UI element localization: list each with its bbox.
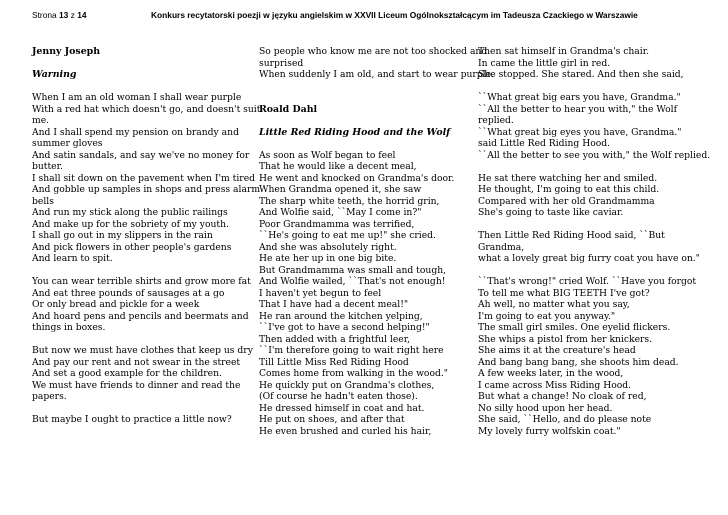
poem-line: replied. [478,115,514,126]
poem-line: ``All the better to hear you with," the Wolf [478,103,678,115]
poem-line: butter. [32,161,63,172]
poem-body [478,46,710,437]
poem-line: He quickly put on Grandma's clothes, [259,379,435,391]
poem-line: And bang bang bang, she shoots him dead. [478,356,679,368]
page-current: 13 [59,10,69,20]
poem-line: And run my stick along the public railings [32,207,228,218]
poem-line: He dressed himself in coat and hat. [259,402,425,414]
poem-line: I haven't yet begun to feel [259,287,382,299]
poem-line: And hoard pens and pencils and beermats and [32,310,249,322]
poem-line: ``That's wrong!" cried Wolf. ``Have you forgot [478,276,697,287]
poem-line: He put on shoes, and after that [259,414,405,425]
poem-line: She's going to taste like caviar. [478,207,624,218]
poem-line: Grandma, [478,241,525,253]
poem-line: To tell me what BIG TEETH I've got? [478,287,650,299]
poem-line: Till Little Miss Red Riding Hood [259,356,409,368]
poem-line: She aims it at the creature's head [478,345,636,356]
poem-line: summer gloves [32,138,103,149]
poem-line: I shall go out in my slippers in the rain [32,230,213,241]
poem-line: Poor Grandmamma was terrified, [259,218,415,230]
column-right [478,46,710,437]
poem-line: bells [32,195,54,207]
poem-line: And set a good example for the children. [32,368,222,379]
poem-line: ``What great big ears you have, Grandma." [478,92,681,103]
poem-line: ``What great big eyes you have, Grandma." [478,126,682,138]
page-header [32,10,708,24]
poem-line: Then added with a frightful leer, [259,333,411,345]
poem-line: And eat three pounds of sausages at a go [32,287,225,299]
poem-line: Compared with her old Grandmamma [478,195,655,207]
stanza-break [478,81,710,93]
poem-line: But what a change! No cloak of red, [478,391,647,402]
poem-line: So people who know me are not too shocked and [259,46,488,57]
poem-line: She stopped. She stared. And then she said, [478,69,684,80]
poem-line: He ate her up in one big bite. [259,253,397,264]
poem-line: And Wolfie said, ``May I come in?" [259,207,422,218]
poem-line: In came the little girl in red. [478,57,611,69]
poem-line: She said, ``Hello, and do please note [478,414,652,425]
stanza-break [32,265,244,277]
poem-line: And I shall spend my pension on brandy and [32,126,239,138]
page-total: 14 [77,10,87,20]
poem-line: My lovely furry wolfskin coat." [478,425,621,437]
poem-line: Ah well, no matter what you say, [478,299,630,310]
poem-line: papers. [32,391,67,402]
poem-line: He ran around the kitchen yelping, [259,310,423,322]
poem-line: Comes home from walking in the wood." [259,368,449,379]
poem-line: I came across Miss Riding Hood. [478,379,632,391]
stanza-break [478,161,710,173]
poem-line: When I am an old woman I shall wear purple [32,92,242,103]
spacer [32,58,244,70]
spacer [259,115,473,127]
poem-line: And make up for the sobriety of my youth. [32,218,229,230]
poem-body [259,150,473,438]
poem-line: We must have friends to dinner and read the [32,379,241,391]
poem-line: As soon as Wolf began to feel [259,149,396,161]
poem-line: That he would like a decent meal, [259,161,417,172]
poem-line: And she was absolutely right. [259,241,397,253]
poem-line: He sat there watching her and smiled. [478,172,658,184]
poem-continuation [259,46,494,81]
stanza-break [478,219,710,231]
poem-title: Warning [32,69,77,80]
spacer [259,138,473,150]
poem-line: Or only bread and pickle for a week [32,299,200,310]
poem-line: And learn to spit. [32,253,113,264]
poem-line: And gobble up samples in shops and press alarm [32,184,261,195]
poem-line: When Grandma opened it, she saw [259,184,422,195]
poem-line: And Wolfie wailed, ``That's not enough! [259,276,446,287]
poem-line: ``He's going to eat me up!" she cried. [259,230,436,241]
poem-line: The sharp white teeth, the horrid grin, [259,195,440,207]
poem-line: And pay our rent and not swear in the street [32,356,241,368]
column-middle [259,46,494,437]
stanza-break [478,265,710,277]
poem-line: I'm going to eat you anyway." [478,310,616,322]
spacer [259,81,473,93]
poem-line: And pick flowers in other people's gardens [32,241,232,253]
poem-line: things in boxes. [32,322,106,333]
page-number [32,10,87,20]
page-separator: z [68,10,78,20]
poem-line: When suddenly I am old, and start to wear purple. [259,69,494,80]
column-left [32,46,261,426]
page-prefix: Strona [32,10,60,20]
poem-line: You can wear terrible shirts and grow more fat [32,276,251,287]
poem-line: ``I've got to have a second helping!" [259,322,430,333]
poem-author: Roald Dahl [259,103,318,115]
poem-author: Jenny Joseph [32,46,101,57]
poem-line: No silly hood upon her head. [478,402,613,414]
poem-line: She whips a pistol from her knickers. [478,333,653,345]
spacer [32,81,244,93]
poem-line: But Grandmamma was small and tough, [259,264,447,276]
poem-line: But maybe I ought to practice a little now? [32,414,232,425]
poem-line: ``All the better to see you with," the Wolf replied. [478,149,711,161]
poem-line: ``I'm therefore going to wait right here [259,345,444,356]
spacer [259,92,473,104]
poem-line: With a red hat which doesn't go, and doesn't suit [32,103,261,115]
stanza-break [32,403,244,415]
poem-line: That I have had a decent meal!" [259,299,409,310]
poem-body [32,92,261,426]
header-title: Konkurs recytatorski poezji w języku angielskim w XXVII Liceum Ogólnokształcącym im Tadeusza Czackiego w Warszawie [151,10,638,20]
poem-line: Then sat himself in Grandma's chair. [478,46,650,57]
poem-line: what a lovely great big furry coat you have on." [478,253,700,264]
poem-line: He even brushed and curled his hair, [259,425,432,437]
poem-line: He thought, I'm going to eat this child. [478,184,660,195]
poem-line: Then Little Red Riding Hood said, ``But [478,230,665,241]
poem-line: And satin sandals, and say we've no money for [32,149,250,161]
poem-title: Little Red Riding Hood and the Wolf [259,126,451,138]
poem-line: (Of course he hadn't eaten those). [259,391,418,402]
poem-line: surprised [259,57,304,69]
poem-line: But now we must have clothes that keep us dry [32,345,253,356]
poem-line: said Little Red Riding Hood. [478,138,611,149]
poem-line: me. [32,115,50,126]
poem-line: I shall sit down on the pavement when I'm tired [32,172,256,184]
poem-line: A few weeks later, in the wood, [478,368,624,379]
poem-line: He went and knocked on Grandma's door. [259,172,455,184]
stanza-break [32,334,244,346]
poem-line: The small girl smiles. One eyelid flickers. [478,322,671,333]
